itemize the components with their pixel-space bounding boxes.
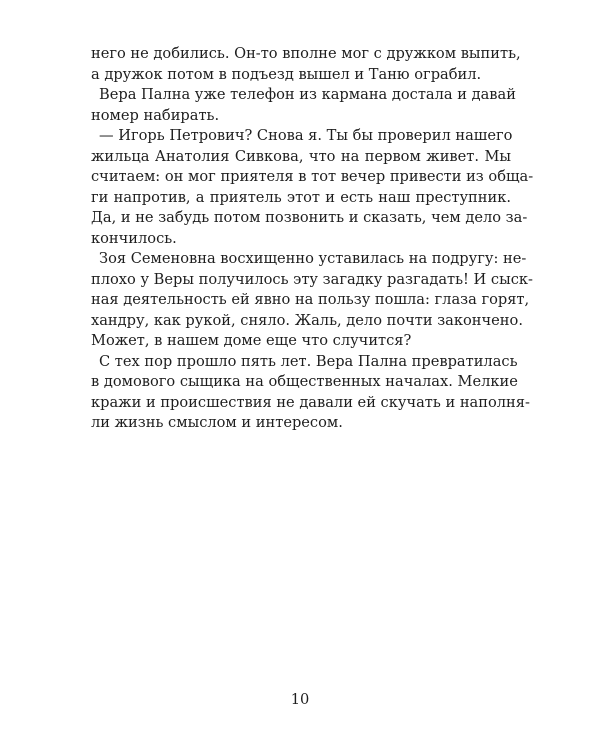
text-line: хандру, как рукой, сняло. Жаль, дело почти закончено. (91, 311, 523, 329)
text-line: номер набирать. (91, 106, 220, 124)
paragraph (91, 44, 521, 85)
text-line: в домового сыщика на общественных началах. Мелкие (91, 373, 518, 390)
text-line: Да, и не забудь потом позвонить и сказать, чем дело за- (91, 209, 528, 226)
text-line: Вера Пална уже телефон из кармана достала и давай (99, 86, 516, 103)
text-line: него не добились. Он-то вполне мог с дружком выпить, (91, 45, 521, 62)
text-line: Зоя Семеновна восхищенно уставилась на подругу: не- (99, 250, 527, 267)
text-line: а дружок потом в подъезд вышел и Таню ограбил. (91, 65, 482, 83)
text-line: ли жизнь смыслом и интересом. (91, 414, 343, 431)
paragraph (91, 126, 534, 249)
text-line: ги напротив, а приятель этот и есть наш преступник. (91, 188, 511, 206)
text-line: С тех пор прошло пять лет. Вера Пална превратилась (99, 352, 518, 370)
text-line: считаем: он мог приятеля в тот вечер привести из обща- (91, 168, 534, 185)
text-line: плохо у Веры получилось эту загадку разгадать! И сыск- (91, 270, 533, 288)
text-line: Может, в нашем доме еще что случится? (91, 332, 412, 349)
paragraph (91, 249, 533, 352)
text-line: — Игорь Петрович? Снова я. Ты бы проверил нашего (99, 127, 513, 144)
paragraph (91, 85, 516, 126)
page-body (91, 44, 534, 434)
paragraph (91, 352, 530, 434)
text-line: жильца Анатолия Сивкова, что на первом живет. Мы (91, 147, 511, 165)
text-line: кончилось. (91, 229, 177, 247)
page-number: 10 (290, 691, 310, 708)
text-line: ная деятельность ей явно на пользу пошла: глаза горят, (91, 291, 530, 308)
text-line: кражи и происшествия не давали ей скучать и наполня- (91, 393, 530, 411)
